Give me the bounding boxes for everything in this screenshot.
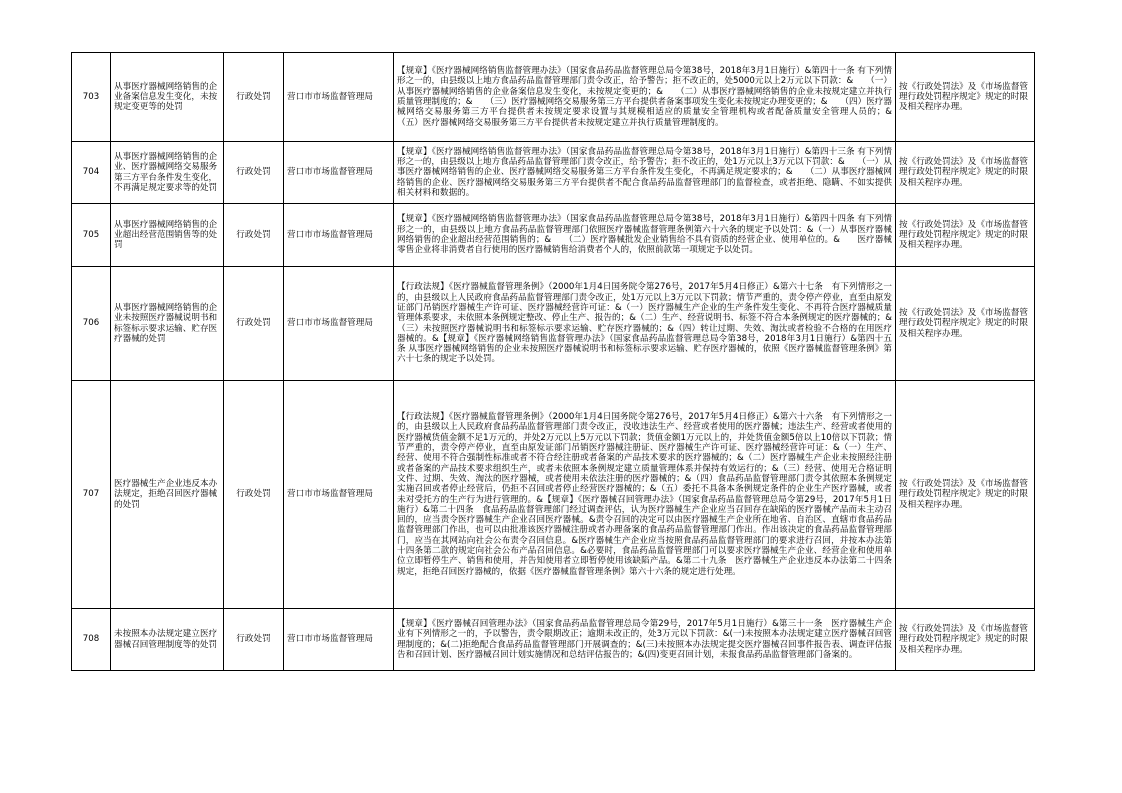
legal-basis: 【规章】《医疗器械网络销售监督管理办法》（国家食品药品监督管理总局令第38号，2018年3月1日施行）&第四十四条 有下列情形之一的，由县级以上地方食品药品监督管理部门依照医疗器械监督管理条例第六十六条的规定予以处罚：&（一）从事医疗器械网络销售的企业超出经营范围销售的；& （二）医疗器械批发企业销售给不具有资质的经营企业、使用单位的。& 医疗器械零售企业将非消费者自行使用的医疗器械销售给消费者个人的，依照前款第一项规定予以处罚。 [394, 204, 896, 267]
table-row [72, 204, 1035, 267]
item-type: 行政处罚 [224, 204, 284, 267]
legal-basis: 【行政法规】《医疗器械监督管理条例》（2000年1月4日国务院令第276号，2017年5月4日修正）&第六十七条 有下列情形之一的，由县级以上人民政府食品药品监督管理部门责令改正，处1万元以上3万元以下罚款；情节严重的，责令停产停业，直至由原发证部门吊销医疗器械生产许可证、医疗器械经营许可证：&（一）医疗器械生产企业的生产条件发生变化、不再符合医疗器械质量管理体系要求，未依照本条例规定整改、停止生产、报告的；&（二）生产、经营说明书、标签不符合本条例规定的医疗器械的；&（三）未按照医疗器械说明书和标签标示要求运输、贮存医疗器械的；&（四）转让过期、失效、淘汰或者检验不合格的在用医疗器械的。&【规章】《医疗器械网络销售监督管理办法》（国家食品药品监督管理总局令第38号，2018年3月1日施行）&第四十五条 从事医疗器械网络销售的企业未按照医疗器械说明书和标签标示要求运输、贮存医疗器械的，依照《医疗器械监督管理条例》第六十七条的规定予以处罚。 [394, 267, 896, 381]
implementing-agency: 营口市市场监督管理局 [284, 609, 394, 671]
other-notes: 按《行政处罚法》及《市场监督管理行政处罚程序规定》规定的时限及相关程序办理。 [896, 142, 1035, 204]
other-notes: 按《行政处罚法》及《市场监督管理行政处罚程序规定》规定的时限及相关程序办理。 [896, 609, 1035, 671]
legal-basis: 【规章】《医疗器械网络销售监督管理办法》（国家食品药品监督管理总局令第38号，2018年3月1日施行）&第四十三条 有下列情形之一的，由县级以上地方食品药品监督管理部门责令改正，给予警告；拒不改正的，处1万元以上3万元以下罚款：& （一）从事医疗器械网络销售的企业、医疗器械网络交易服务第三方平台条件发生变化，不再满足规定要求的；& （二）从事医疗器械网络销售的企业、医疗器械网络交易服务第三方平台提供者不配合食品药品监督管理部门的监督检查，或者拒绝、隐瞒、不如实提供相关材料和数据的。 [394, 142, 896, 204]
implementing-agency: 营口市市场监督管理局 [284, 53, 394, 142]
item-name: 从事医疗器械网络销售的企业备案信息发生变化，未按规定变更等的处罚 [111, 53, 224, 142]
implementing-agency: 营口市市场监督管理局 [284, 381, 394, 609]
table-row [72, 267, 1035, 381]
item-name: 从事医疗器械网络销售的企业、医疗器械网络交易服务第三方平台条件发生变化，不再满足规定要求等的处罚 [111, 142, 224, 204]
other-notes: 按《行政处罚法》及《市场监督管理行政处罚程序规定》规定的时限及相关程序办理。 [896, 381, 1035, 609]
row-number: 706 [72, 267, 111, 381]
legal-basis: 【规章】《医疗器械召回管理办法》（国家食品药品监督管理总局令第29号，2017年5月1日施行）&第三十一条 医疗器械生产企业有下列情形之一的，予以警告，责令限期改正；逾期未改正的，处3万元以下罚款：&(一)未按照本办法规定建立医疗器械召回管理制度的；&(二)拒绝配合食品药品监督管理部门开展调查的；&(三)未按照本办法规定提交医疗器械召回事件报告表、调查评估报告和召回计划、医疗器械召回计划实施情况和总结评估报告的；&(四)变更召回计划，未报食品药品监督管理部门备案的。 [394, 609, 896, 671]
row-number: 708 [72, 609, 111, 671]
other-notes: 按《行政处罚法》及《市场监督管理行政处罚程序规定》规定的时限及相关程序办理。 [896, 53, 1035, 142]
table-row [72, 381, 1035, 609]
item-name: 从事医疗器械网络销售的企业未按照医疗器械说明书和标签标示要求运输、贮存医疗器械的处罚 [111, 267, 224, 381]
row-number: 703 [72, 53, 111, 142]
table-row [72, 609, 1035, 671]
implementing-agency: 营口市市场监督管理局 [284, 142, 394, 204]
item-type: 行政处罚 [224, 267, 284, 381]
implementing-agency: 营口市市场监督管理局 [284, 204, 394, 267]
other-notes: 按《行政处罚法》及《市场监督管理行政处罚程序规定》规定的时限及相关程序办理。 [896, 267, 1035, 381]
legal-basis: 【行政法规】《医疗器械监督管理条例》（2000年1月4日国务院令第276号，2017年5月4日修正）&第六十六条 有下列情形之一的，由县级以上人民政府食品药品监督管理部门责令改正，没收违法生产、经营或者使用的医疗器械；违法生产、经营或者使用的医疗器械货值金额不足1万元的，并处2万元以上5万元以下罚款；货值金额1万元以上的，并处货值金额5倍以上10倍以下罚款；情节严重的，责令停产停业，直至由原发证部门吊销医疗器械注册证、医疗器械生产许可证、医疗器械经营许可证：&（一）生产、经营、使用不符合强制性标准或者不符合经注册或者备案的产品技术要求的医疗器械的；&（二）医疗器械生产企业未按照经注册或者备案的产品技术要求组织生产，或者未依照本条例规定建立质量管理体系并保持有效运行的；&（三）经营、使用无合格证明文件、过期、失效、淘汰的医疗器械，或者使用未依法注册的医疗器械的；&（四）食品药品监督管理部门责令其依照本条例规定实施召回或者停止经营后，仍拒不召回或者停止经营医疗器械的；&（五）委托不具备本条例规定条件的企业生产医疗器械，或者未对受托方的生产行为进行管理的。&【规章】《医疗器械召回管理办法》（国家食品药品监督管理总局令第29号，2017年5月1日施行）&第二十四条 食品药品监督管理部门经过调查评估，认为医疗器械生产企业应当召回存在缺陷的医疗器械产品而未主动召回的，应当责令医疗器械生产企业召回医疗器械。&责令召回的决定可以由医疗器械生产企业所在地省、自治区、直辖市食品药品监督管理部门作出，也可以由批准该医疗器械注册或者办理备案的食品药品监督管理部门作出。作出该决定的食品药品监督管理部门，应当在其网站向社会公布责令召回信息。&医疗器械生产企业应当按照食品药品监督管理部门的要求进行召回，并按本办法第十四条第二款的规定向社会公布产品召回信息。&必要时，食品药品监督管理部门可以要求医疗器械生产企业、经营企业和使用单位立即暂停生产、销售和使用，并告知使用者立即暂停使用该缺陷产品。&第二十九条 医疗器械生产企业违反本办法第二十四条规定，拒绝召回医疗器械的，依据《医疗器械监督管理条例》第六十六条的规定进行处理。 [394, 381, 896, 609]
legal-basis: 【规章】《医疗器械网络销售监督管理办法》（国家食品药品监督管理总局令第38号，2018年3月1日施行）&第四十一条 有下列情形之一的，由县级以上地方食品药品监督管理部门责令改正，给予警告；拒不改正的，处5000元以上2万元以下罚款：& （一）从事医疗器械网络销售的企业备案信息发生变化，未按规定变更的；& （二）从事医疗器械网络销售的企业未按规定建立并执行质量管理制度的；& （三）医疗器械网络交易服务第三方平台提供者备案事项发生变化未按规定办理变更的；& （四）医疗器械网络交易服务第三方平台提供者未按规定要求设置与其规模相适应的质量安全管理机构或者配备质量安全管理人员的；& （五）医疗器械网络交易服务第三方平台提供者未按规定建立并执行质量管理制度的。 [394, 53, 896, 142]
row-number: 707 [72, 381, 111, 609]
item-type: 行政处罚 [224, 142, 284, 204]
item-type: 行政处罚 [224, 381, 284, 609]
row-number: 704 [72, 142, 111, 204]
table-row [72, 53, 1035, 142]
penalty-table [71, 52, 1035, 671]
item-name: 未按照本办法规定建立医疗器械召回管理制度等的处罚 [111, 609, 224, 671]
implementing-agency: 营口市市场监督管理局 [284, 267, 394, 381]
table-row [72, 142, 1035, 204]
item-name: 医疗器械生产企业违反本办法规定，拒绝召回医疗器械的处罚 [111, 381, 224, 609]
row-number: 705 [72, 204, 111, 267]
item-type: 行政处罚 [224, 53, 284, 142]
other-notes: 按《行政处罚法》及《市场监督管理行政处罚程序规定》规定的时限及相关程序办理。 [896, 204, 1035, 267]
item-type: 行政处罚 [224, 609, 284, 671]
item-name: 从事医疗器械网络销售的企业超出经营范围销售等的处罚 [111, 204, 224, 267]
